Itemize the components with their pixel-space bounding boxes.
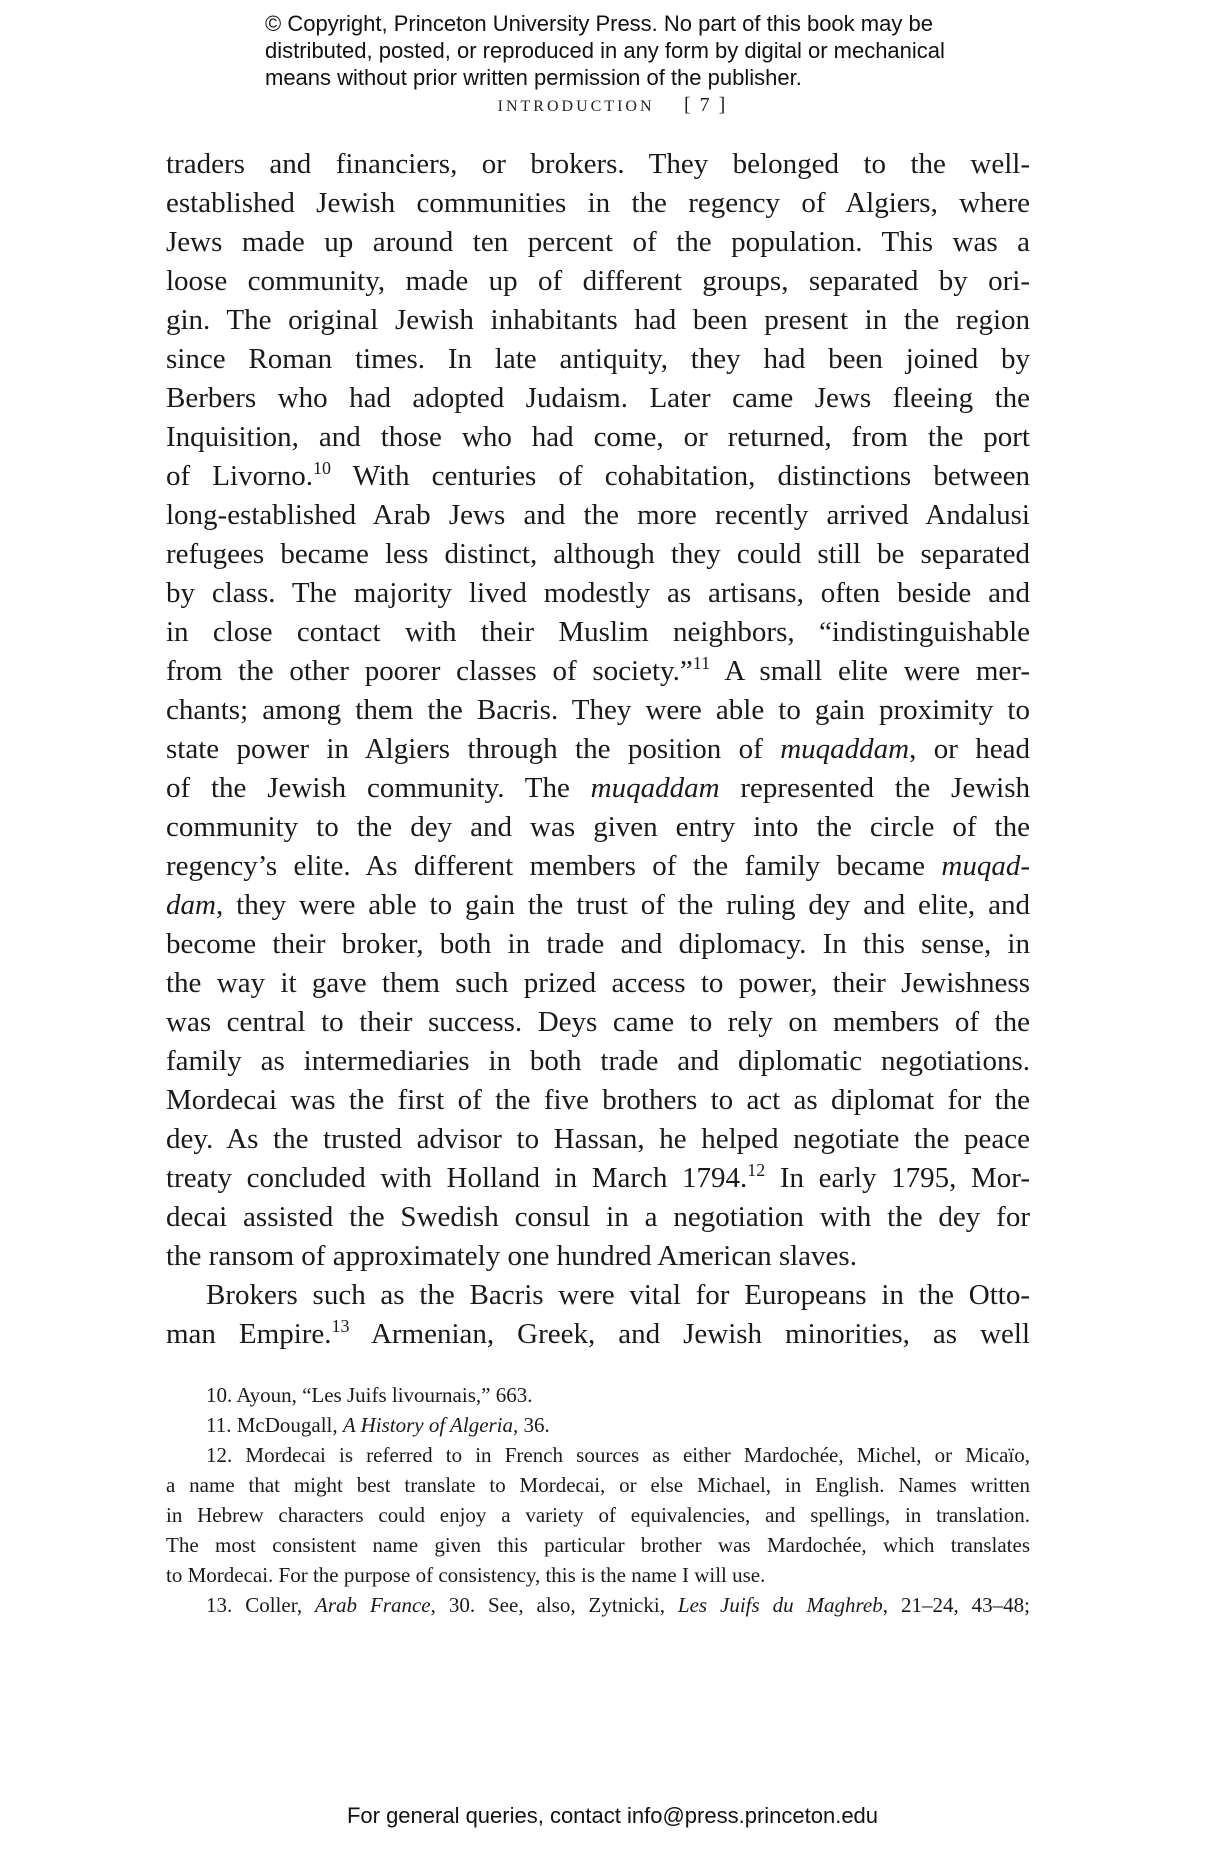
text-segment: state power in Algiers through the position of	[166, 733, 781, 765]
footnote-ref[interactable]: 10	[313, 458, 331, 478]
text-line: refugees became less distinct, although they could still be separated	[166, 538, 1030, 570]
text-segment: , 30. See, also, Zytnicki,	[430, 1593, 678, 1617]
footnote-12-line: in Hebrew characters could enjoy a variety of equivalencies, and spellings, in translation.	[166, 1503, 1030, 1527]
text-line	[166, 457, 1030, 496]
text-line: Brokers such as the Bacris were vital for Europeans in the Otto-	[206, 1279, 1030, 1311]
text-line	[166, 847, 1030, 886]
text-line: Mordecai was the first of the five brothers to act as diplomat for the	[166, 1084, 1030, 1116]
text-line: decai assisted the Swedish consul in a negotiation with the dey for	[166, 1201, 1030, 1233]
text-segment: A small elite were mer-	[710, 655, 1031, 687]
text-line: become their broker, both in trade and diplomacy. In this sense, in	[166, 928, 1030, 960]
copyright-notice	[265, 10, 985, 91]
italic-term: muqad-	[941, 850, 1030, 882]
italic-term: muqaddam	[780, 733, 910, 765]
text-line	[166, 1159, 1030, 1198]
italic-title: Arab France	[315, 1593, 431, 1617]
text-line: Berbers who had adopted Judaism. Later came Jews fleeing the	[166, 382, 1030, 414]
text-line: loose community, made up of different groups, separated by ori-	[166, 265, 1030, 297]
italic-term: muqaddam	[590, 772, 720, 804]
text-line: gin. The original Jewish inhabitants had been present in the region	[166, 304, 1030, 336]
text-line: traders and financiers, or brokers. They belonged to the well-	[166, 148, 1030, 180]
text-segment: Armenian, Greek, and Jewish minorities, as well	[349, 1318, 1030, 1350]
text-line: since Roman times. In late antiquity, they had been joined by	[166, 343, 1030, 375]
footnote-ref[interactable]: 11	[692, 653, 711, 673]
text-segment: , or head	[909, 733, 1030, 765]
text-segment: of the Jewish community. The	[166, 772, 591, 804]
page-number: [ 7 ]	[684, 94, 728, 116]
body-text	[166, 145, 1030, 1354]
text-line	[166, 769, 1030, 808]
footnotes	[166, 1380, 1030, 1620]
copyright-line: means without prior written permission of the publisher.	[265, 65, 802, 90]
text-line: Inquisition, and those who had come, or returned, from the port	[166, 421, 1030, 453]
footnote-13	[166, 1590, 1030, 1620]
footnote-12-line: 12. Mordecai is referred to in French sources as either Mardochée, Michel, or Micaïo,	[206, 1443, 1030, 1467]
text-segment: , 36.	[513, 1413, 550, 1437]
text-segment: , 21–24, 43–48;	[882, 1593, 1030, 1617]
text-line	[166, 652, 1030, 691]
text-line: the way it gave them such prized access to power, their Jewishness	[166, 967, 1030, 999]
text-segment: 13. Coller,	[206, 1593, 316, 1617]
text-line	[166, 1315, 1030, 1354]
text-line: was central to their success. Deys came to rely on members of the	[166, 1006, 1030, 1038]
text-segment: from the other poorer classes of society.”	[166, 655, 693, 687]
footnote-12-line: The most consistent name given this particular brother was Mardochée, which translates	[166, 1533, 1030, 1557]
text-segment: treaty concluded with Holland in March 1794.	[166, 1162, 748, 1194]
text-segment: In early 1795, Mor-	[765, 1162, 1030, 1194]
text-line: long-established Arab Jews and the more recently arrived Andalusi	[166, 499, 1030, 531]
text-line	[166, 886, 1030, 925]
text-segment: represented the Jewish	[719, 772, 1030, 804]
footnote-12-line: a name that might best translate to Mordecai, or else Michael, in English. Names written	[166, 1473, 1030, 1497]
footer-contact: For general queries, contact info@press.princeton.edu	[346, 1803, 879, 1828]
text-line: dey. As the trusted advisor to Hassan, he helped negotiate the peace	[166, 1123, 1030, 1155]
italic-term: dam	[166, 889, 216, 921]
footnote-11	[166, 1410, 1030, 1440]
text-segment: With centuries of cohabitation, distinctions between	[331, 460, 1030, 492]
copyright-line: distributed, posted, or reproduced in any form by digital or mechanical	[265, 38, 945, 63]
text-segment: , they were able to gain the trust of the ruling dey and elite, and	[215, 889, 1030, 921]
text-segment: regency’s elite. As different members of the family became	[166, 850, 942, 882]
text-line: established Jewish communities in the regency of Algiers, where	[166, 187, 1030, 219]
running-head-title: INTRODUCTION	[497, 98, 655, 115]
text-line: by class. The majority lived modestly as artisans, often beside and	[166, 577, 1030, 609]
text-line	[166, 730, 1030, 769]
text-segment: of Livorno.	[166, 460, 313, 492]
text-line: family as intermediaries in both trade and diplomatic negotiations.	[166, 1045, 1030, 1077]
text-segment: 11. McDougall,	[206, 1413, 343, 1437]
text-line: in close contact with their Muslim neighbors, “indistinguishable	[166, 616, 1030, 648]
footnote-ref[interactable]: 12	[747, 1160, 766, 1180]
running-head	[0, 94, 1225, 117]
copyright-line: © Copyright, Princeton University Press. No part of this book may be	[265, 11, 933, 36]
text-line: the ransom of approximately one hundred American slaves.	[166, 1240, 857, 1272]
footnote-12-line: to Mordecai. For the purpose of consistency, this is the name I will use.	[166, 1563, 766, 1587]
footnote-ref[interactable]: 13	[331, 1316, 350, 1336]
text-line: chants; among them the Bacris. They were able to gain proximity to	[166, 694, 1030, 726]
text-segment: man Empire.	[166, 1318, 332, 1350]
italic-title: Les Juifs du Maghreb	[677, 1593, 883, 1617]
italic-title: A History of Algeria	[342, 1413, 514, 1437]
text-line: Jews made up around ten percent of the population. This was a	[166, 226, 1030, 258]
footnote-10: 10. Ayoun, “Les Juifs livournais,” 663.	[206, 1383, 533, 1407]
text-line: community to the dey and was given entry into the circle of the	[166, 811, 1030, 843]
